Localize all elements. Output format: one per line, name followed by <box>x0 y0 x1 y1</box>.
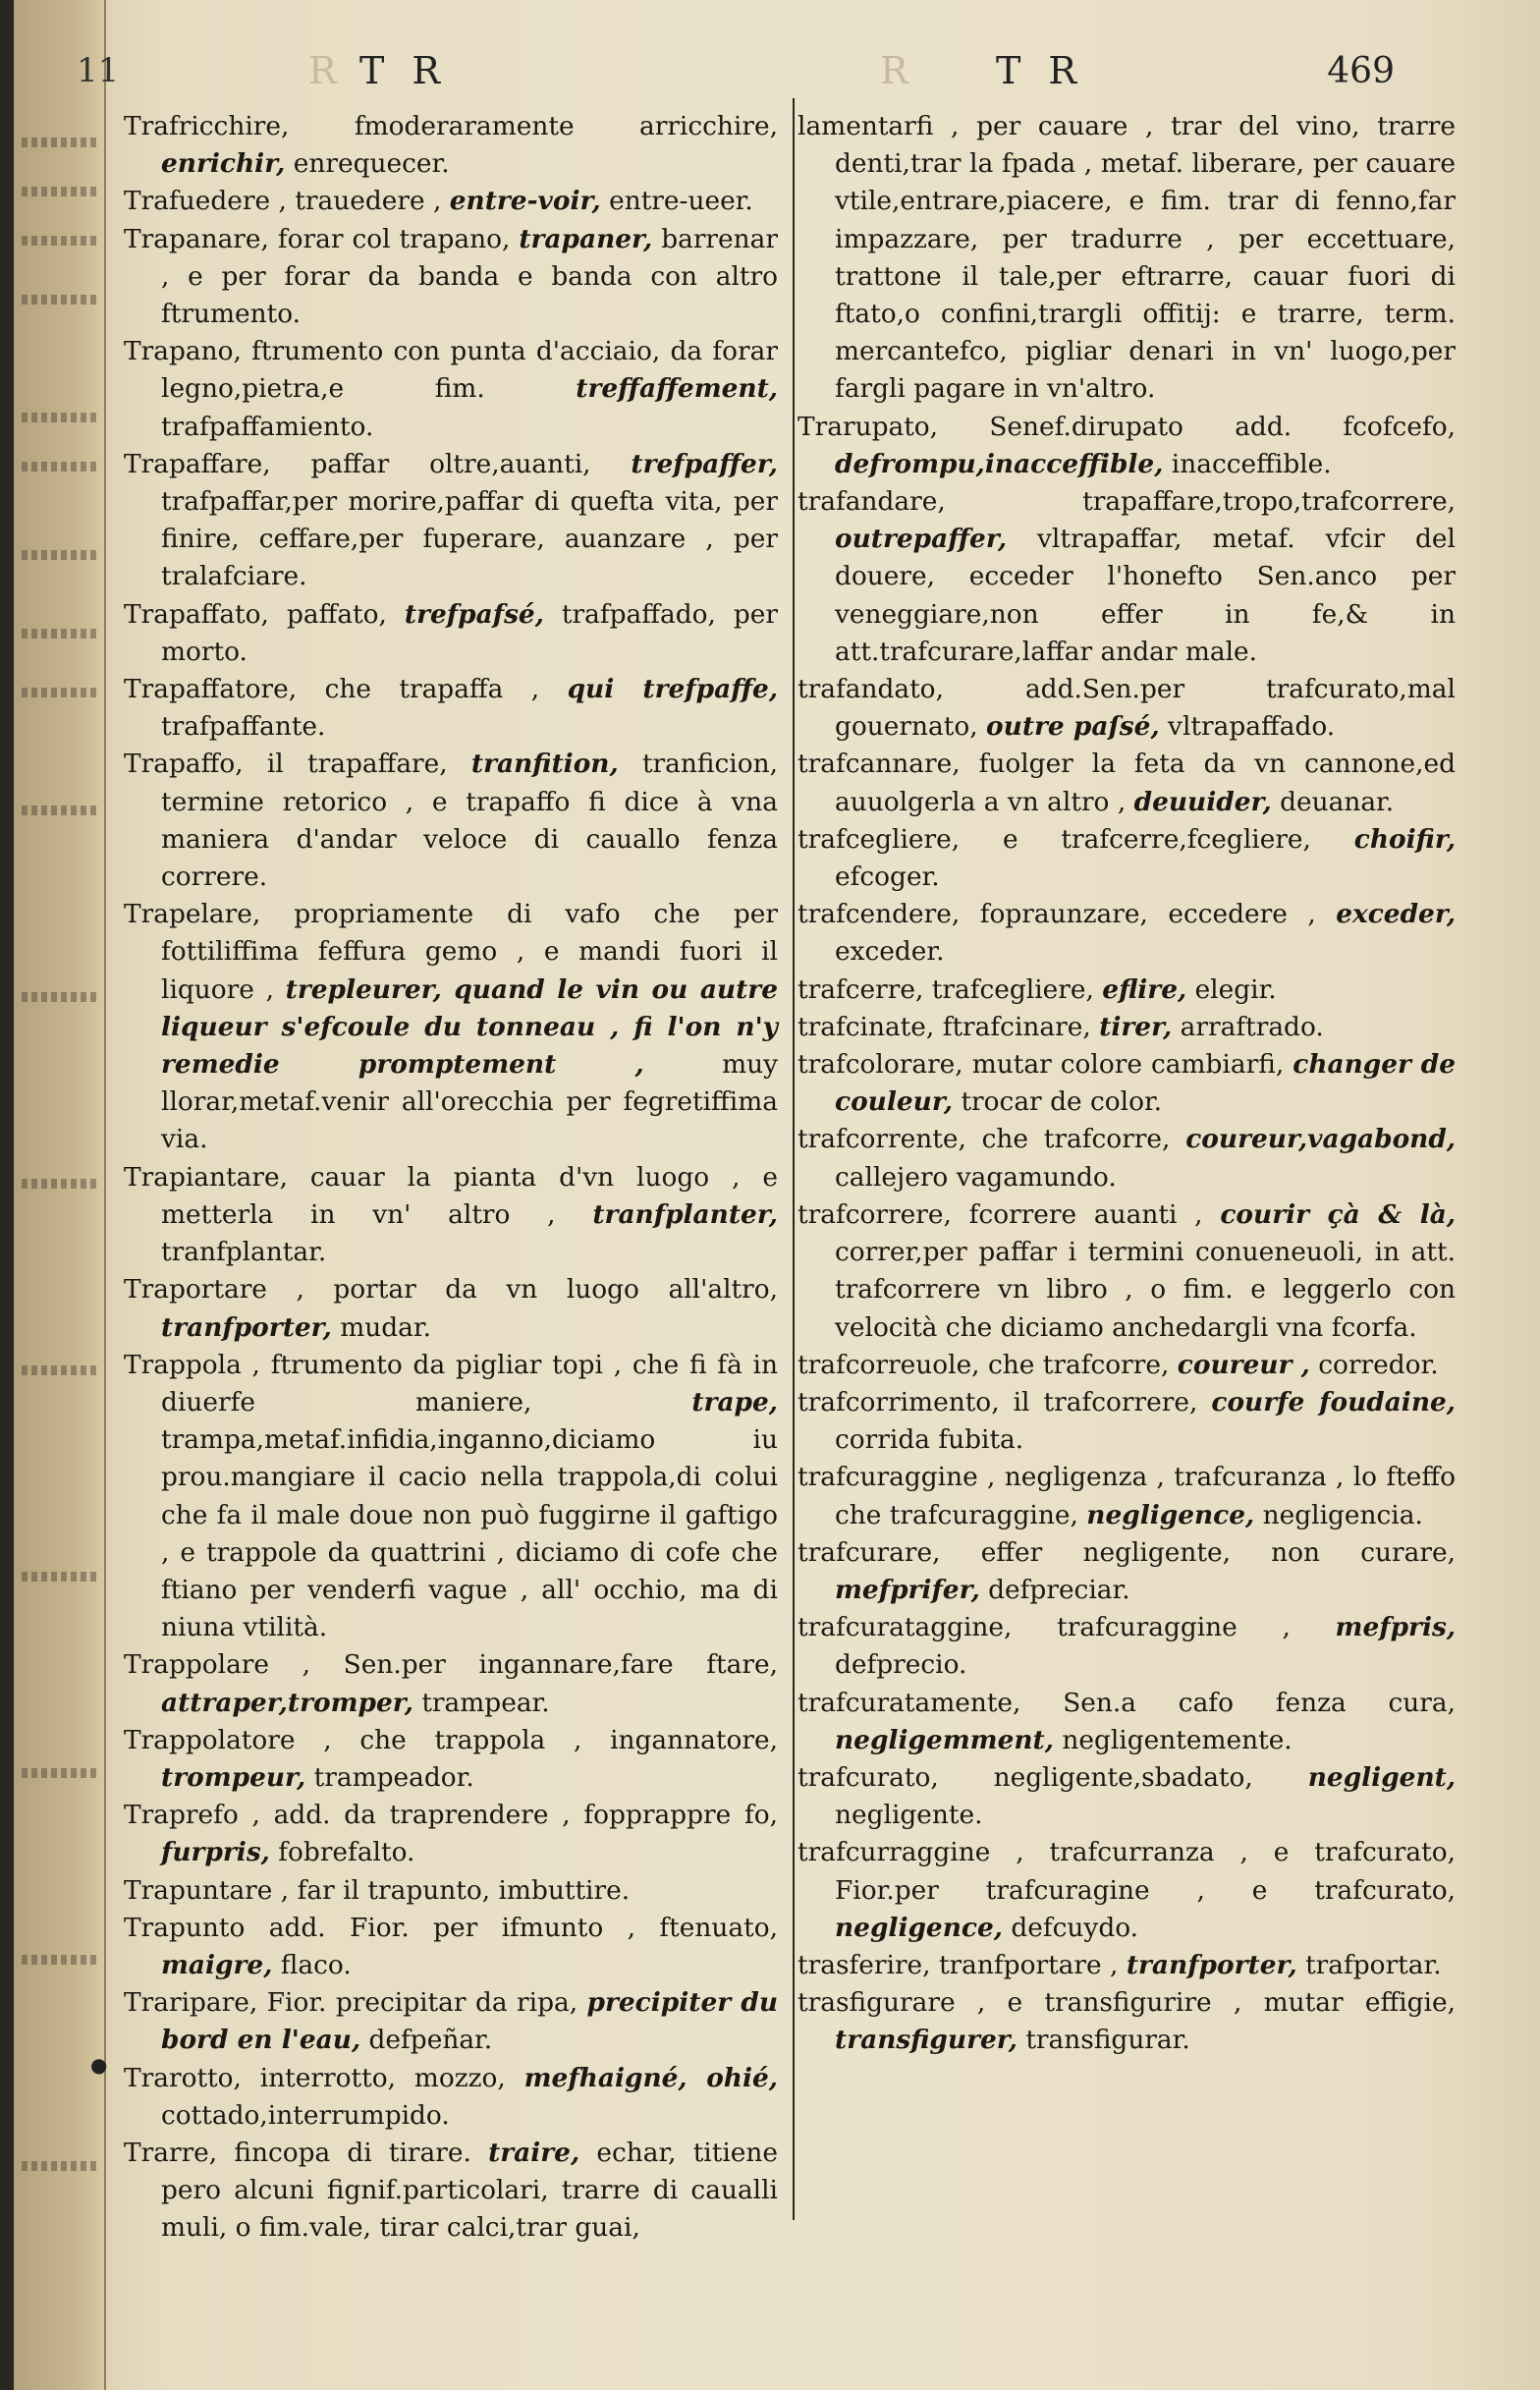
dictionary-entry <box>124 746 778 896</box>
entry-french: qui trefpaffe, <box>567 674 779 705</box>
entry-definition: ftrumento con punta d'acciaio, da forar legno,pietra,e fim. <box>161 336 778 405</box>
dictionary-entry <box>124 333 778 446</box>
entry-french: negligemment, <box>835 1724 1054 1755</box>
dictionary-entry <box>798 483 1456 671</box>
entry-french: mefhaigné, ohié, <box>523 2062 778 2093</box>
entry-definition: che trafcorre, <box>987 1349 1170 1380</box>
entry-lemma: Trarupato, <box>798 411 939 442</box>
entry-spanish: trampa,metaf.infidia,inganno,diciamo iu prou.mangiare il cacio nella trappola,di colui che fa il male doue non può fuggirne il gaftigo , e trappole da quattrini , diciamo di cofe che ftiano per venderfi vague , all' occhio, ma di niuna vtilità. <box>161 1424 778 1643</box>
entry-lemma: Trafuedere , <box>124 186 287 217</box>
entry-lemma: Traportare , <box>124 1274 304 1306</box>
entry-definition: il trapaffare, <box>266 749 448 780</box>
entry-spanish: defpeñar. <box>368 2025 493 2056</box>
entry-spanish: trafpaffado, per morto. <box>161 598 778 667</box>
left-column <box>124 108 778 2248</box>
entry-french: tranfporter, <box>161 1311 332 1343</box>
entry-definition: fincopa di tirare. <box>234 2137 471 2168</box>
entry-spanish: muy llorar,metaf.venir all'orecchia per fegretiffima via. <box>161 1049 779 1155</box>
dictionary-entry <box>798 1947 1456 1984</box>
entry-spanish: trafpaffar,per morire,paffar di quefta vita, per finire, ceffare,per fuperare, auanzare , per tralafciare. <box>161 486 778 592</box>
entry-spanish: efcoger. <box>835 862 940 893</box>
entry-lemma: trafcolorare, <box>798 1049 963 1081</box>
entry-french: enrichir, <box>161 148 286 180</box>
entry-definition: interrotto, mozzo, <box>259 2062 506 2093</box>
margin-mark: 11 <box>77 51 120 90</box>
entry-definition: Fior. precipitar da ripa, <box>266 1987 578 2019</box>
entry-lemma: trafcorrere, <box>798 1198 952 1230</box>
entry-definition: mutar colore cambiarfi, <box>971 1049 1285 1081</box>
entry-lemma: trafcorrimento, <box>798 1386 1000 1417</box>
dictionary-entry <box>798 1685 1456 1759</box>
entry-definition: lamentarfi , per cauare , trar del vino, trarre denti,trar la fpada , metaf. liberare, per cauare vtile,entrare,piacere, e fim. trar di fenno,far impazzare, per tradurre , per eccettuare, trattone il tale,per eftrarre, cauar fuori di ftato,o confini,trargli offitij: e trarre, term. mercantefco, pigliar denari in vn' luogo,per fargli pagare in vn'altro. <box>798 111 1456 405</box>
entry-spanish: flaco. <box>280 1949 352 1980</box>
entry-definition: ftrumento da pigliar topi , che fi fà in diuerfe maniere, <box>161 1349 778 1417</box>
entry-spanish: defcuydo. <box>1011 1912 1139 1943</box>
dictionary-entry <box>124 221 778 334</box>
column-divider <box>793 98 795 2220</box>
entry-spanish: echar, titiene pero alcuni fignif.particolari, trarre di caualli muli, o fim.vale, tirar calci,trar guai, <box>161 2137 779 2244</box>
entry-french: furpris, <box>161 1837 270 1868</box>
entry-definition: fcorrere auanti , <box>968 1198 1203 1230</box>
entry-french: courir çà & là, <box>1220 1198 1457 1230</box>
entry-lemma: trafcorreuole, <box>798 1349 980 1380</box>
dictionary-entry <box>124 1984 778 2059</box>
entry-lemma: trafcannare, <box>798 749 961 780</box>
entry-spanish: vltrapaffado. <box>1168 711 1336 743</box>
dictionary-entry <box>124 183 778 220</box>
entry-spanish: trafpaffante. <box>161 711 326 743</box>
entry-definition: portar da vn luogo all'altro, <box>333 1274 779 1306</box>
entry-definition: ftrafcinare, <box>942 1011 1091 1042</box>
entry-definition: add. da traprendere , fopprappre fo, <box>273 1800 779 1831</box>
dictionary-entry <box>124 596 778 671</box>
entry-definition: negligente,sbadato, <box>993 1761 1253 1793</box>
entry-lemma: trafcuratamente, <box>798 1687 1021 1718</box>
entry-spanish: entre-ueer. <box>609 186 753 217</box>
entry-french: outre paſsé, <box>986 711 1160 743</box>
entry-definition: paffato, <box>286 598 387 630</box>
entry-lemma: Trarotto, <box>124 2062 242 2093</box>
entry-spanish: mudar. <box>340 1311 432 1343</box>
entry-spanish: negligentemente. <box>1062 1724 1292 1755</box>
dictionary-entry <box>124 2060 778 2135</box>
entry-french: courfe foudaine, <box>1211 1386 1456 1417</box>
entry-definition: trafcuraggine , <box>1057 1612 1291 1643</box>
entry-definition: far il trapunto, imbuttire. <box>297 1874 631 1906</box>
entry-lemma: Trapaffare, <box>124 448 271 479</box>
dictionary-entry <box>798 1609 1456 1684</box>
entry-lemma: trafandare, <box>798 486 946 518</box>
entry-spanish: tranfplantar. <box>161 1237 327 1268</box>
entry-spanish: enrequecer. <box>293 148 450 180</box>
dictionary-entry <box>798 1984 1456 2059</box>
entry-french: choifir, <box>1353 823 1457 855</box>
entry-definition: che trafcorre, <box>981 1124 1171 1155</box>
entry-french: deuuider, <box>1133 786 1272 817</box>
entry-lemma: Trapaffo, <box>124 749 244 780</box>
dictionary-entry <box>124 1722 778 1797</box>
entry-spanish: negligencia. <box>1262 1499 1423 1530</box>
entry-lemma: Trapuntare , <box>124 1874 290 1906</box>
entry-french: trompeur, <box>161 1761 306 1793</box>
entry-spanish: trocar de color. <box>961 1086 1163 1118</box>
entry-spanish: transfigurar. <box>1025 2025 1190 2056</box>
dictionary-entry <box>124 1797 778 1871</box>
dictionary-entry <box>798 409 1456 483</box>
entry-spanish: correr,per paffar i termini conueneuoli, in att. trafcorrere vn libro , o fim. e leggerlo con velocità che diciamo anchedargli vna fcorfa. <box>835 1237 1456 1343</box>
entry-definition: cauar la pianta d'vn luogo , e metterla in vn' altro , <box>161 1161 778 1230</box>
dictionary-entry <box>124 446 778 596</box>
entry-definition: che trapaffa , <box>324 674 540 705</box>
entry-definition: propriamente di vafo che per fottiliffima feffura gemo , e mandi fuori il liquore , <box>161 899 779 1005</box>
dictionary-entry <box>798 1347 1456 1384</box>
entry-definition: add.Sen.per trafcurato,mal gouernato, <box>835 674 1456 743</box>
entry-spanish: barrenar , e per forar da banda e banda con altro ftrumento. <box>161 223 779 330</box>
entry-spanish: elegir. <box>1194 973 1277 1005</box>
entry-french: maigre, <box>161 1949 273 1980</box>
entry-lemma: Trapanare, <box>124 223 269 254</box>
dictionary-entry <box>798 1009 1456 1046</box>
entry-spanish: trampeador. <box>313 1761 474 1793</box>
entry-definition: Sen.per ingannare,fare ftare, <box>343 1649 778 1681</box>
entry-french: transfigurer, <box>835 2025 1018 2056</box>
entry-lemma: Trafricchire, <box>124 111 290 141</box>
dictionary-entry <box>798 671 1456 746</box>
dictionary-entry <box>124 1159 778 1272</box>
dictionary-entry <box>124 896 778 1158</box>
entry-lemma: trafcurataggine, <box>798 1612 1013 1643</box>
dictionary-entry <box>124 1271 778 1346</box>
dictionary-entry <box>798 1121 1456 1195</box>
entry-lemma: Trapano, <box>124 336 242 367</box>
entry-french: trapaner, <box>519 223 653 254</box>
entry-lemma: trasferire, <box>798 1949 931 1980</box>
previous-page-edge <box>14 0 106 2390</box>
dictionary-entry <box>798 821 1456 896</box>
book-page <box>14 0 1540 2390</box>
entry-lemma: Trapiantare, <box>124 1161 288 1193</box>
dictionary-entry <box>798 1196 1456 1347</box>
entry-definition: trauedere , <box>295 186 442 217</box>
entry-spanish: deuanar. <box>1280 786 1395 817</box>
entry-definition: paffar oltre,auanti, <box>310 448 591 479</box>
entry-lemma: trafcurare, <box>798 1536 941 1568</box>
entry-spanish: cottado,interrumpido. <box>161 2099 450 2131</box>
entry-lemma: Traripare, <box>124 1987 258 2019</box>
dictionary-entry <box>124 108 778 183</box>
entry-french: trape, <box>691 1386 778 1417</box>
entry-lemma: trafcegliere, <box>798 823 961 855</box>
dictionary-entry <box>798 108 1456 409</box>
entry-definition: forar col trapano, <box>277 223 511 254</box>
entry-french: defrompu,inacceffible, <box>835 448 1164 479</box>
entry-lemma: trasfigurare , <box>798 1987 986 2019</box>
entry-spanish: arraftrado. <box>1180 1011 1324 1042</box>
entry-french: coureur , <box>1177 1349 1310 1380</box>
entry-lemma: Trappolare , <box>124 1649 311 1681</box>
dictionary-entry <box>798 1459 1456 1533</box>
entry-definition: add. Fior. per ifmunto , ftenuato, <box>268 1912 779 1943</box>
entry-french: treffaffement, <box>576 373 778 405</box>
entry-french: mefpris, <box>1335 1612 1457 1643</box>
entry-lemma: trafcinate, <box>798 1011 935 1042</box>
entry-definition: e trafcerre,fcegliere, <box>1002 823 1311 855</box>
entry-lemma: Trarre, <box>124 2137 218 2168</box>
entry-spanish: trafportar. <box>1305 1949 1442 1980</box>
entry-definition: effer negligente, non curare, <box>980 1536 1456 1568</box>
dictionary-entry <box>124 1872 778 1910</box>
entry-spanish: fobrefalto. <box>278 1837 415 1868</box>
entry-lemma: trafcerre, <box>798 973 924 1005</box>
entry-french: negligence, <box>1086 1499 1255 1530</box>
entry-lemma: trafcurraggine , <box>798 1837 1024 1868</box>
dictionary-entry <box>124 1646 778 1721</box>
entry-french: tranfition, <box>470 749 619 780</box>
entry-french: tirer, <box>1099 1011 1173 1042</box>
entry-french: tranfplanter, <box>592 1198 778 1230</box>
entry-spanish: negligente. <box>835 1800 983 1831</box>
entry-lemma: Traprefo , <box>124 1800 260 1831</box>
entry-spanish: tranficion, termine retorico , e trapaffo fi dice à vna maniera d'andar veloce di cauallo fenza correre. <box>161 749 778 893</box>
entry-definition: il trafcorrere, <box>1013 1386 1198 1417</box>
entry-french: negligence, <box>835 1912 1003 1943</box>
dictionary-entry <box>798 972 1456 1009</box>
entry-french: exceder, <box>1336 899 1457 930</box>
dictionary-entry <box>798 1834 1456 1947</box>
dictionary-entry <box>798 896 1456 971</box>
entry-french: entre-voir, <box>449 186 601 217</box>
entry-spanish: callejero vagamundo. <box>835 1161 1117 1193</box>
entry-definition: fuolger la feta da vn cannone,ed auuolgerla a vn altro , <box>835 749 1457 817</box>
entry-spanish: corredor. <box>1318 1349 1439 1380</box>
page-number: 469 <box>1327 51 1395 91</box>
entry-french: trefpafsé, <box>404 598 544 630</box>
entry-definition: fmoderaramente arricchire, <box>354 111 778 141</box>
entry-spanish: corrida fubita. <box>835 1424 1024 1456</box>
entry-french: eflire, <box>1102 973 1187 1005</box>
entry-french: precipiter du bord en l'eau, <box>161 1987 779 2056</box>
entry-definition: trafcurranza , e trafcurato, Fior.per trafcuragine , e trafcurato, <box>835 1837 1456 1906</box>
entry-french: traire, <box>488 2137 580 2168</box>
entry-definition: trapaffare,tropo,trafcorrere, <box>1082 486 1456 518</box>
entry-french: negligent, <box>1307 1761 1457 1793</box>
entry-french: mefprifer, <box>835 1574 980 1605</box>
entry-lemma: trafcuraggine , <box>798 1462 996 1493</box>
margin-bullet: ● <box>90 2053 108 2077</box>
entry-lemma: trafcurato, <box>798 1761 939 1793</box>
entry-french: attraper,tromper, <box>161 1687 413 1718</box>
entry-spanish: inacceffible. <box>1171 448 1332 479</box>
entry-definition: trafcegliere, <box>931 973 1094 1005</box>
entry-spanish: exceder. <box>835 936 945 968</box>
header-right-title: T R <box>996 49 1085 92</box>
entry-definition: tranfportare , <box>938 1949 1119 1980</box>
entry-definition: negligenza , trafcuranza , lo fteffo che trafcuraggine, <box>835 1462 1456 1530</box>
dictionary-entry <box>798 1759 1456 1834</box>
entry-definition: Sen.a cafo fenza cura, <box>1063 1687 1456 1718</box>
entry-lemma: trafcorrente, <box>798 1124 966 1155</box>
entry-definition: e transfigurire , mutar effigie, <box>1007 1987 1456 2019</box>
entry-french: changer de couleur, <box>835 1049 1457 1118</box>
dictionary-entry <box>124 671 778 746</box>
header-left-title: T R <box>359 49 449 92</box>
header-left-faded-letter: R <box>308 49 345 92</box>
entry-spanish: trafpaffamiento. <box>161 411 374 442</box>
entry-lemma: Trapunto <box>124 1912 246 1943</box>
entry-lemma: Trapaffatore, <box>124 674 298 705</box>
entry-lemma: trafcendere, <box>798 899 961 930</box>
entry-definition: Senef.dirupato add. fcofcefo, <box>989 411 1457 442</box>
dictionary-entry <box>124 1347 778 1647</box>
header-right-faded-letter: R <box>880 49 916 92</box>
dictionary-entry <box>124 2135 778 2248</box>
entry-lemma: Trapelare, <box>124 899 261 930</box>
dictionary-entry <box>798 746 1456 820</box>
entry-spanish: vltrapaffar, metaf. vfcir del douere, ecceder l'honefto Sen.anco per veneggiare,non effer in fe,& in att.trafcurare,laffar andar male. <box>835 524 1456 667</box>
dictionary-entry <box>798 1046 1456 1121</box>
dictionary-entry <box>124 1910 778 1984</box>
entry-lemma: Trappolatore , <box>124 1724 332 1755</box>
entry-spanish: trampear. <box>421 1687 550 1718</box>
entry-definition: fopraunzare, eccedere , <box>979 899 1316 930</box>
entry-french: tranfporter, <box>1126 1949 1297 1980</box>
entry-lemma: Trapaffato, <box>124 598 269 630</box>
entry-spanish: defpreciar. <box>988 1574 1130 1605</box>
right-column <box>798 108 1456 2060</box>
entry-french: trefpaffer, <box>631 448 778 479</box>
dictionary-entry <box>798 1384 1456 1459</box>
entry-spanish: defprecio. <box>835 1649 967 1681</box>
entry-french: trepleurer, quand le vin ou autre liqueur s'efcoule du tonneau , fi l'on n'y remedie promptement , <box>161 973 778 1081</box>
entry-lemma: trafandato, <box>798 674 944 705</box>
entry-definition: che trappola , ingannatore, <box>359 1724 778 1755</box>
entry-french: coureur,vagabond, <box>1185 1124 1457 1155</box>
entry-french: outrepaffer, <box>835 524 1008 555</box>
dictionary-entry <box>798 1534 1456 1609</box>
entry-lemma: Trappola , <box>124 1349 260 1380</box>
